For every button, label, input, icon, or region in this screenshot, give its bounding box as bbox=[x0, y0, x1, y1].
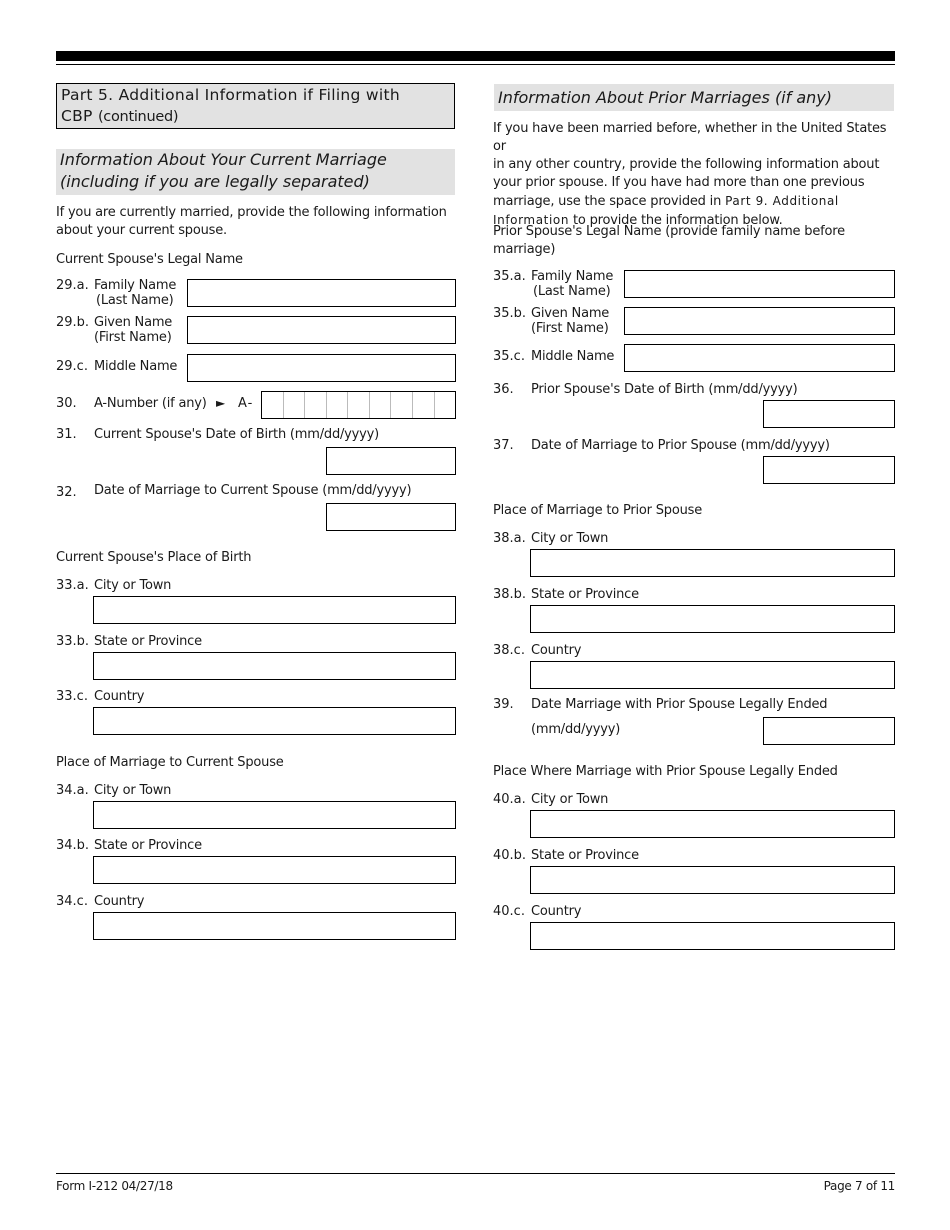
item-number-34a: 34.a. bbox=[56, 783, 89, 798]
label-34a: City or Town bbox=[94, 783, 172, 798]
ended-state-input[interactable] bbox=[530, 866, 895, 894]
label-29c: Middle Name bbox=[94, 359, 178, 374]
a-number-cell[interactable] bbox=[262, 392, 284, 418]
birth-city-input[interactable] bbox=[93, 596, 456, 624]
marriage-state-input[interactable] bbox=[93, 856, 456, 884]
intro-line1: If you are currently married, provide the following information bbox=[56, 205, 447, 220]
prior-spouse-dob-input[interactable] bbox=[763, 400, 895, 428]
label-39-format: (mm/dd/yyyy) bbox=[531, 722, 621, 737]
label-35a-line2: (Last Name) bbox=[533, 284, 611, 299]
a-number-prefix: A- bbox=[238, 396, 254, 411]
item-number-38a: 38.a. bbox=[493, 531, 526, 546]
item-number-29c: 29.c. bbox=[56, 359, 88, 374]
label-40a: City or Town bbox=[531, 792, 609, 807]
label-29b-line1: Given Name bbox=[94, 315, 173, 330]
birth-country-input[interactable] bbox=[93, 707, 456, 735]
item-number-32: 32. bbox=[56, 485, 77, 500]
label-35c: Middle Name bbox=[531, 349, 615, 364]
label-35a-line1: Family Name bbox=[531, 269, 614, 284]
marriage-country-input[interactable] bbox=[93, 912, 456, 940]
label-33a: City or Town bbox=[94, 578, 172, 593]
intro-line2: in any other country, provide the following information about bbox=[493, 157, 880, 172]
part9-reference-cont: Information bbox=[493, 213, 570, 227]
prior-spouse-middle-name-input[interactable] bbox=[624, 344, 895, 372]
current-spouse-dob-input[interactable] bbox=[326, 447, 456, 475]
prior-spouse-given-name-input[interactable] bbox=[624, 307, 895, 335]
current-marriage-date-input[interactable] bbox=[326, 503, 456, 531]
arrow-right-icon: ► bbox=[216, 396, 226, 410]
part9-reference: Part 9. Additional bbox=[725, 194, 839, 208]
prior-spouse-family-name-input[interactable] bbox=[624, 270, 895, 298]
item-number-36: 36. bbox=[493, 382, 514, 397]
label-35b-line1: Given Name bbox=[531, 306, 610, 321]
marriage-city-input[interactable] bbox=[93, 801, 456, 829]
label-35b bbox=[531, 306, 609, 336]
item-number-30: 30. bbox=[56, 396, 77, 411]
label-38a: City or Town bbox=[531, 531, 609, 546]
prior-spouse-legal-name-heading bbox=[493, 223, 895, 259]
label-30: A-Number (if any) bbox=[94, 396, 207, 411]
label-29b-line2: (First Name) bbox=[94, 330, 172, 345]
prior-marriages-intro bbox=[493, 120, 895, 230]
current-spouse-family-name-input[interactable] bbox=[187, 279, 456, 307]
prior-marriage-country-input[interactable] bbox=[530, 661, 895, 689]
intro-line2: about your current spouse. bbox=[56, 223, 227, 238]
form-identifier: Form I-212 04/27/18 bbox=[56, 1179, 173, 1193]
item-number-33b: 33.b. bbox=[56, 634, 90, 649]
place-of-marriage-heading: Place of Marriage to Current Spouse bbox=[56, 755, 284, 770]
label-38c: Country bbox=[531, 643, 582, 658]
label-39: Date Marriage with Prior Spouse Legally Ended bbox=[531, 697, 828, 712]
item-number-31: 31. bbox=[56, 427, 77, 442]
item-number-40b: 40.b. bbox=[493, 848, 527, 863]
label-38b: State or Province bbox=[531, 587, 639, 602]
label-33c: Country bbox=[94, 689, 145, 704]
ended-country-input[interactable] bbox=[530, 922, 895, 950]
item-number-34b: 34.b. bbox=[56, 838, 90, 853]
prior-marriage-state-input[interactable] bbox=[530, 605, 895, 633]
item-number-38c: 38.c. bbox=[493, 643, 525, 658]
intro-line5: to provide the information below. bbox=[569, 213, 783, 228]
item-number-29a: 29.a. bbox=[56, 278, 89, 293]
intro-line1: If you have been married before, whether in the United States or bbox=[493, 121, 887, 154]
a-number-cell[interactable] bbox=[370, 392, 392, 418]
label-35a bbox=[531, 269, 613, 299]
ended-city-input[interactable] bbox=[530, 810, 895, 838]
item-number-33c: 33.c. bbox=[56, 689, 88, 704]
page-number: Page 7 of 11 bbox=[823, 1179, 895, 1193]
intro-line4: marriage, use the space provided in bbox=[493, 194, 726, 209]
section-title-line2: (including if you are legally separated) bbox=[60, 172, 370, 191]
item-number-29b: 29.b. bbox=[56, 315, 90, 330]
label-29a bbox=[94, 278, 176, 308]
item-number-39: 39. bbox=[493, 697, 514, 712]
label-34c: Country bbox=[94, 894, 145, 909]
label-40c: Country bbox=[531, 904, 582, 919]
item-number-35b: 35.b. bbox=[493, 306, 527, 321]
heading-line2: marriage) bbox=[493, 242, 556, 257]
prior-marriage-date-input[interactable] bbox=[763, 456, 895, 484]
item-number-34c: 34.c. bbox=[56, 894, 88, 909]
a-number-input[interactable] bbox=[261, 391, 456, 419]
a-number-cell[interactable] bbox=[284, 392, 306, 418]
part-title-box bbox=[56, 83, 455, 129]
label-40b: State or Province bbox=[531, 848, 639, 863]
section-title-line1: Information About Your Current Marriage bbox=[60, 150, 387, 169]
item-number-35a: 35.a. bbox=[493, 269, 526, 284]
label-34b: State or Province bbox=[94, 838, 202, 853]
label-35b-line2: (First Name) bbox=[531, 321, 609, 336]
current-spouse-legal-name-heading: Current Spouse's Legal Name bbox=[56, 252, 243, 267]
a-number-cell[interactable] bbox=[327, 392, 349, 418]
place-of-birth-heading: Current Spouse's Place of Birth bbox=[56, 550, 252, 565]
a-number-cell[interactable] bbox=[348, 392, 370, 418]
current-spouse-middle-name-input[interactable] bbox=[187, 354, 456, 382]
part-title-line2: CBP bbox=[61, 107, 93, 125]
marriage-ended-place-heading: Place Where Marriage with Prior Spouse Legally Ended bbox=[493, 764, 838, 779]
item-number-40a: 40.a. bbox=[493, 792, 526, 807]
label-37: Date of Marriage to Prior Spouse (mm/dd/yyyy) bbox=[531, 438, 830, 453]
marriage-ended-date-input[interactable] bbox=[763, 717, 895, 745]
heading-line1: Prior Spouse's Legal Name (provide family name before bbox=[493, 224, 845, 239]
prior-marriages-section-title: Information About Prior Marriages (if any) bbox=[494, 84, 894, 111]
item-number-40c: 40.c. bbox=[493, 904, 525, 919]
prior-marriage-city-input[interactable] bbox=[530, 549, 895, 577]
a-number-cell[interactable] bbox=[305, 392, 327, 418]
header-thin-rule bbox=[56, 64, 895, 65]
current-marriage-intro bbox=[56, 204, 456, 240]
current-spouse-given-name-input[interactable] bbox=[187, 316, 456, 344]
item-number-37: 37. bbox=[493, 438, 514, 453]
item-number-35c: 35.c. bbox=[493, 349, 525, 364]
prior-marriage-place-heading: Place of Marriage to Prior Spouse bbox=[493, 503, 703, 518]
label-29a-line2: (Last Name) bbox=[96, 293, 174, 308]
label-29a-line1: Family Name bbox=[94, 278, 177, 293]
item-number-33a: 33.a. bbox=[56, 578, 89, 593]
label-32: Date of Marriage to Current Spouse (mm/dd/yyyy) bbox=[94, 483, 412, 498]
intro-line3: your prior spouse. If you have had more than one previous bbox=[493, 175, 865, 190]
label-33b: State or Province bbox=[94, 634, 202, 649]
a-number-cell[interactable] bbox=[391, 392, 413, 418]
label-36: Prior Spouse's Date of Birth (mm/dd/yyyy) bbox=[531, 382, 798, 397]
part-title-line1: Part 5. Additional Information if Filing with bbox=[61, 86, 400, 104]
label-29b bbox=[94, 315, 172, 345]
footer-rule bbox=[56, 1173, 895, 1174]
current-marriage-section-title bbox=[56, 149, 455, 195]
part-continued: (continued) bbox=[97, 109, 179, 125]
header-thick-rule bbox=[56, 51, 895, 61]
birth-state-input[interactable] bbox=[93, 652, 456, 680]
item-number-38b: 38.b. bbox=[493, 587, 527, 602]
a-number-cell[interactable] bbox=[413, 392, 435, 418]
label-31: Current Spouse's Date of Birth (mm/dd/yyyy) bbox=[94, 427, 380, 442]
a-number-cell[interactable] bbox=[435, 392, 456, 418]
